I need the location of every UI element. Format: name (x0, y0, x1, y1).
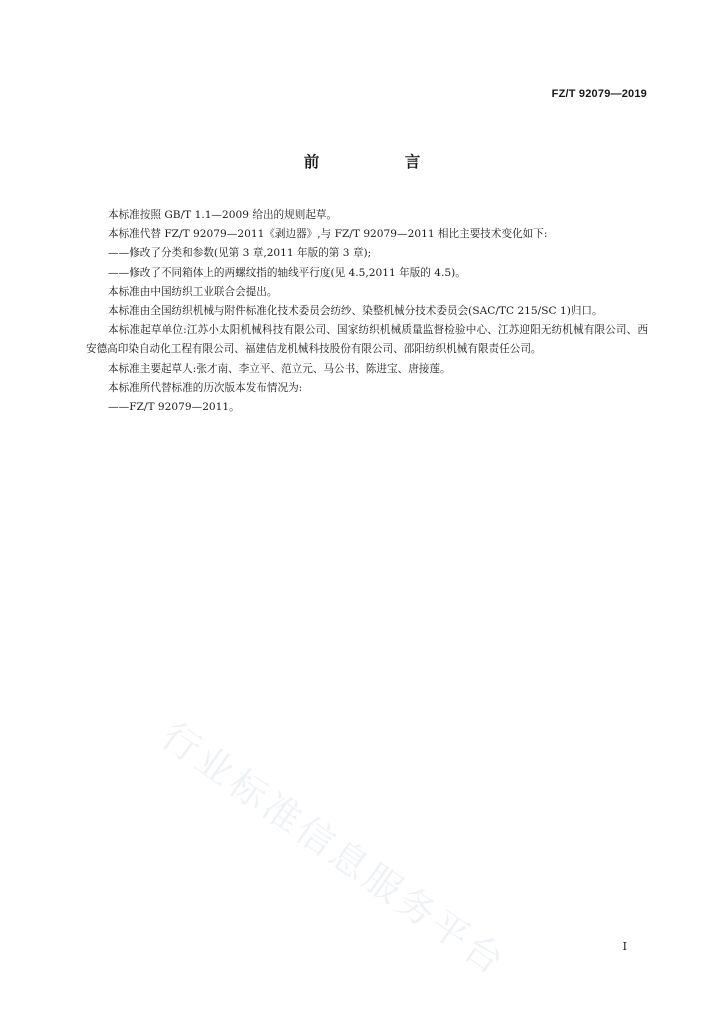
body-text (86, 206, 648, 417)
paragraph-drafting-units: 本标准起草单位:江苏小太阳机械科技有限公司、国家纺织机械质量监督检验中心、江苏迎阳无纺机械有限公司、西安德高印染自动化工程有限公司、福建佶龙机械科技股份有限公司、邵阳纺织机械有限责任公司。 (86, 324, 648, 356)
paragraph-change-2: ——修改了不同箱体上的两螺纹指的轴线平行度(见 4.5,2011 年版的 4.5)。 (108, 266, 466, 279)
paragraph-history-intro: 本标准所代替标准的历次版本发布情况为: (108, 381, 303, 394)
paragraph-drafting-rules: 本标准按照 GB/T 1.1—2009 给出的规则起草。 (108, 209, 338, 221)
watermark: 行业标准信息服务平台 (153, 714, 515, 985)
paragraph-replaces: 本标准代替 FZ/T 92079—2011《剥边器》,与 FZ/T 92079—2011 相比主要技术变化如下: (108, 228, 548, 241)
page-title: 前 言 (303, 153, 461, 171)
paragraph-change-1: ——修改了分类和参数(见第 3 章,2011 年版的第 3 章); (108, 247, 372, 260)
standard-code: FZ/T 92079—2019 (551, 88, 647, 100)
paragraph-proposer: 本标准由中国纺织工业联合会提出。 (108, 285, 278, 298)
paragraph-history-item: ——FZ/T 92079—2011。 (108, 401, 240, 414)
paragraph-committee: 本标准由全国纺织机械与附件标准化技术委员会纺纱、染整机械分技术委员会(SAC/TC 215/SC 1)归口。 (108, 305, 603, 318)
page-number: I (622, 940, 627, 953)
paragraph-drafters: 本标准主要起草人:张才南、李立平、范立元、马公书、陈进宝、唐接莲。 (108, 362, 451, 375)
